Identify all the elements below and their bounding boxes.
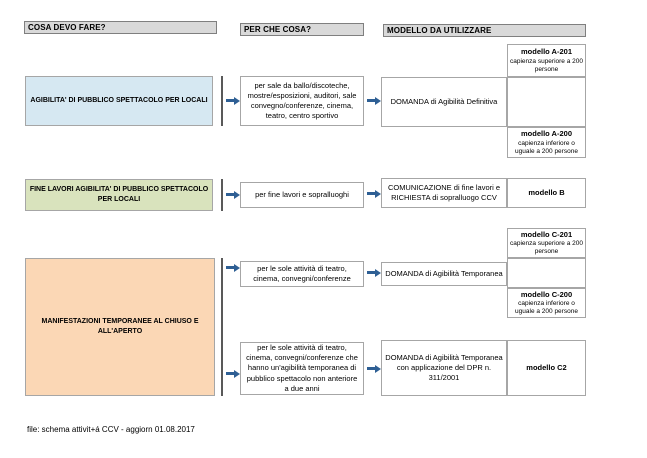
arrow-shaft [226,266,234,269]
model-name: modello C-201 [520,229,573,239]
arrow-shaft [226,372,234,375]
action-box-comunicazione: COMUNICAZIONE di fine lavori e RICHIESTA di sopralluogo CCV [381,178,507,208]
arrow-right-icon [367,364,381,373]
purpose-box-sale-ballo: per sale da ballo/discoteche, mostre/esposizioni, auditori, sale convegno/conferenze, cinema, teatro, centro sportivo [240,76,364,126]
model-box-a200 [507,127,586,158]
purpose-box-agibilita-temporanea-pregressa: per le sole attività di teatro, cinema, convegni/conferenze che hanno un'agibilità temporanea di pubblico spettacolo non anteriore a due anni [240,342,364,395]
model-name: modello C2 [526,362,567,372]
arrow-right-icon [226,96,240,105]
model-name: modello A-200 [521,129,572,139]
model-caption: capienza inferiore o uguale a 200 persone [515,139,578,155]
model-caption: capienza superiore a 200 persone [510,240,583,256]
file-caption: file: schema attivit+á CCV - aggiorn 01.08.2017 [27,425,195,434]
connector-line [221,76,223,126]
model-caption: capienza inferiore o uguale a 200 persone [515,300,578,316]
purpose-box-teatro-cinema: per le sole attività di teatro, cinema, convegni/conferenze [240,261,364,287]
connector-line [221,258,223,396]
model-caption: capienza superiore a 200 persone [510,57,583,73]
model-box-b [507,178,586,208]
arrow-right-icon [367,268,381,277]
category-box-manifestazioni: MANIFESTAZIONI TEMPORANEE AL CHIUSO E ALL'APERTO [25,258,215,396]
arrow-right-icon [226,190,240,199]
column-header-what: COSA DEVO FARE? [24,21,217,34]
action-box-domanda-temporanea: DOMANDA di Agibilità Temporanea [381,262,507,286]
category-box-agibilita-locali: AGIBILITA' DI PUBBLICO SPETTACOLO PER LOCALI [25,76,213,126]
empty-cell [507,258,586,288]
column-header-for-what: PER CHE COSA? [240,23,364,36]
model-box-a201 [507,44,586,77]
empty-cell [507,77,586,127]
arrow-shaft [367,99,375,102]
arrow-right-icon [367,189,381,198]
arrow-right-icon [226,263,240,272]
arrow-shaft [367,271,375,274]
arrow-shaft [226,99,234,102]
column-header-model: MODELLO DA UTILIZZARE [383,24,586,37]
arrow-shaft [226,193,234,196]
model-box-c201 [507,228,586,258]
arrow-right-icon [367,96,381,105]
model-box-c200 [507,288,586,318]
category-box-fine-lavori: FINE LAVORI AGIBILITA' DI PUBBLICO SPETTACOLO PER LOCALI [25,179,213,211]
action-box-domanda-dpr: DOMANDA di Agibilità Temporanea con applicazione del DPR n. 311/2001 [381,340,507,396]
arrow-shaft [367,192,375,195]
arrow-right-icon [226,369,240,378]
purpose-box-fine-lavori: per fine lavori e sopralluoghi [240,182,364,208]
arrow-shaft [367,367,375,370]
model-box-c2 [507,340,586,396]
model-name: modello A-201 [521,47,572,57]
action-box-domanda-definitiva: DOMANDA di Agibilità Definitiva [381,77,507,127]
model-name: modello C-200 [520,289,573,299]
connector-line [221,179,223,211]
model-name: modello B [528,187,565,197]
